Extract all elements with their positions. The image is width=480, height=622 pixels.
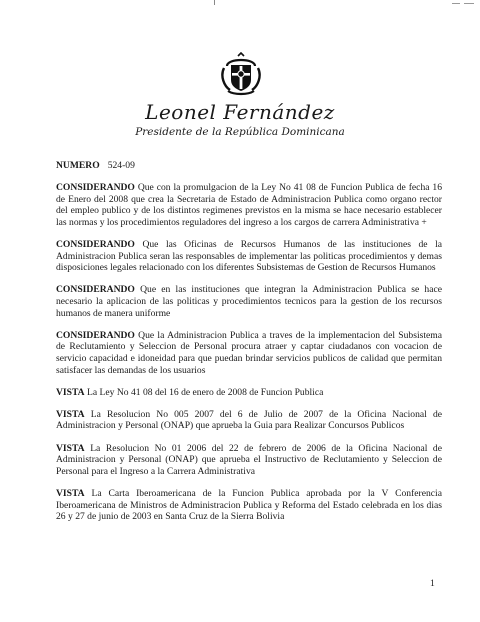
signatory-name: Leonel Fernández (145, 100, 335, 124)
decree-body (56, 182, 442, 533)
considerando-paragraph (56, 182, 442, 228)
scan-mark (452, 3, 460, 4)
paragraph-lead: CONSIDERANDO (56, 238, 135, 250)
considerando-paragraph (56, 284, 442, 319)
paragraph-text: La Ley No 41 08 del 16 de enero de 2008 de Funcion Publica (87, 386, 324, 398)
signatory-title: Presidente de la República Dominicana (135, 126, 345, 138)
scan-mark (464, 3, 474, 4)
page-number: 1 (430, 578, 435, 589)
vista-paragraph (56, 443, 442, 478)
paragraph-text: Que las Oficinas de Recursos Humanos de las instituciones de la Administracion Publica seran las responsables de implementar las politicas procedimientos y demas disposiciones legales relacionado con los diferentes Subsistemas de Gestion de Recursos Humanos (56, 238, 442, 274)
decree-number-label: NUMERO (56, 160, 100, 171)
paragraph-text: La Resolucion No 01 2006 del 22 de febrero de 2006 de la Oficina Nacional de Administracion y Personal (ONAP) que aprueba el Instructivo de Reclutamiento y Seleccion de Personal para el Ingreso a la Carrera Administrativa (56, 442, 442, 477)
paragraph-lead: CONSIDERANDO (56, 182, 135, 193)
decree-number (56, 160, 135, 171)
paragraph-lead: VISTA (56, 386, 85, 398)
paragraph-text: Que la Administracion Publica a traves de la implementacion del Subsistema de Reclutamiento y Seleccion de Personal procura atraer y captar ciudadanos con vocacion de servicio capacidad e idoneidad para que puedan brindar servicios publicos de calidad que permitan satisfacer las demandas de los usuarios (56, 329, 442, 376)
coat-of-arms-seal (220, 52, 262, 96)
paragraph-lead: VISTA (56, 408, 85, 420)
paragraph-lead: VISTA (56, 442, 85, 454)
vista-paragraph (56, 488, 442, 523)
considerando-paragraph (56, 239, 442, 274)
paragraph-text: Que en las instituciones que integran la Administracion Publica se hace necesario la aplicacion de las politicas y procedimientos tecnicos para la gestion de los recursos humanos de manera uniforme (56, 284, 442, 319)
vista-paragraph (56, 387, 442, 399)
paragraph-text: La Carta Iberoamericana de la Funcion Publica aprobada por la V Conferencia Iberoamericana de Ministros de Administracion Publica y Reforma del Estado celebrada en los dias 26 y 27 de junio de 2003 en Santa Cruz de la Sierra Bolivia (56, 488, 442, 523)
paragraph-text: La Resolucion No 005 2007 del 6 de Julio de 2007 de la Oficina Nacional de Administracion y Personal (ONAP) que aprueba la Guia para Realizar Concursos Publicos (56, 408, 442, 432)
vista-paragraph (56, 409, 442, 432)
paragraph-lead: CONSIDERANDO (56, 329, 135, 341)
scan-mark (214, 0, 215, 5)
considerando-paragraph (56, 330, 442, 376)
decree-number-value: 524-09 (107, 160, 135, 171)
paragraph-text: Que con la promulgacion de la Ley No 41 08 de Funcion Publica de fecha 16 de Enero del 2008 que crea la Secretaria de Estado de Administracion Publica como organo rector del empleo publico y de los distintos regimenes previstos en la misma se hace necesario establecer las normas y los procedimientos reguladores del ingreso a los cargos de carrera Administrativa + (56, 182, 442, 228)
paragraph-lead: VISTA (56, 488, 85, 500)
paragraph-lead: CONSIDERANDO (56, 284, 135, 296)
